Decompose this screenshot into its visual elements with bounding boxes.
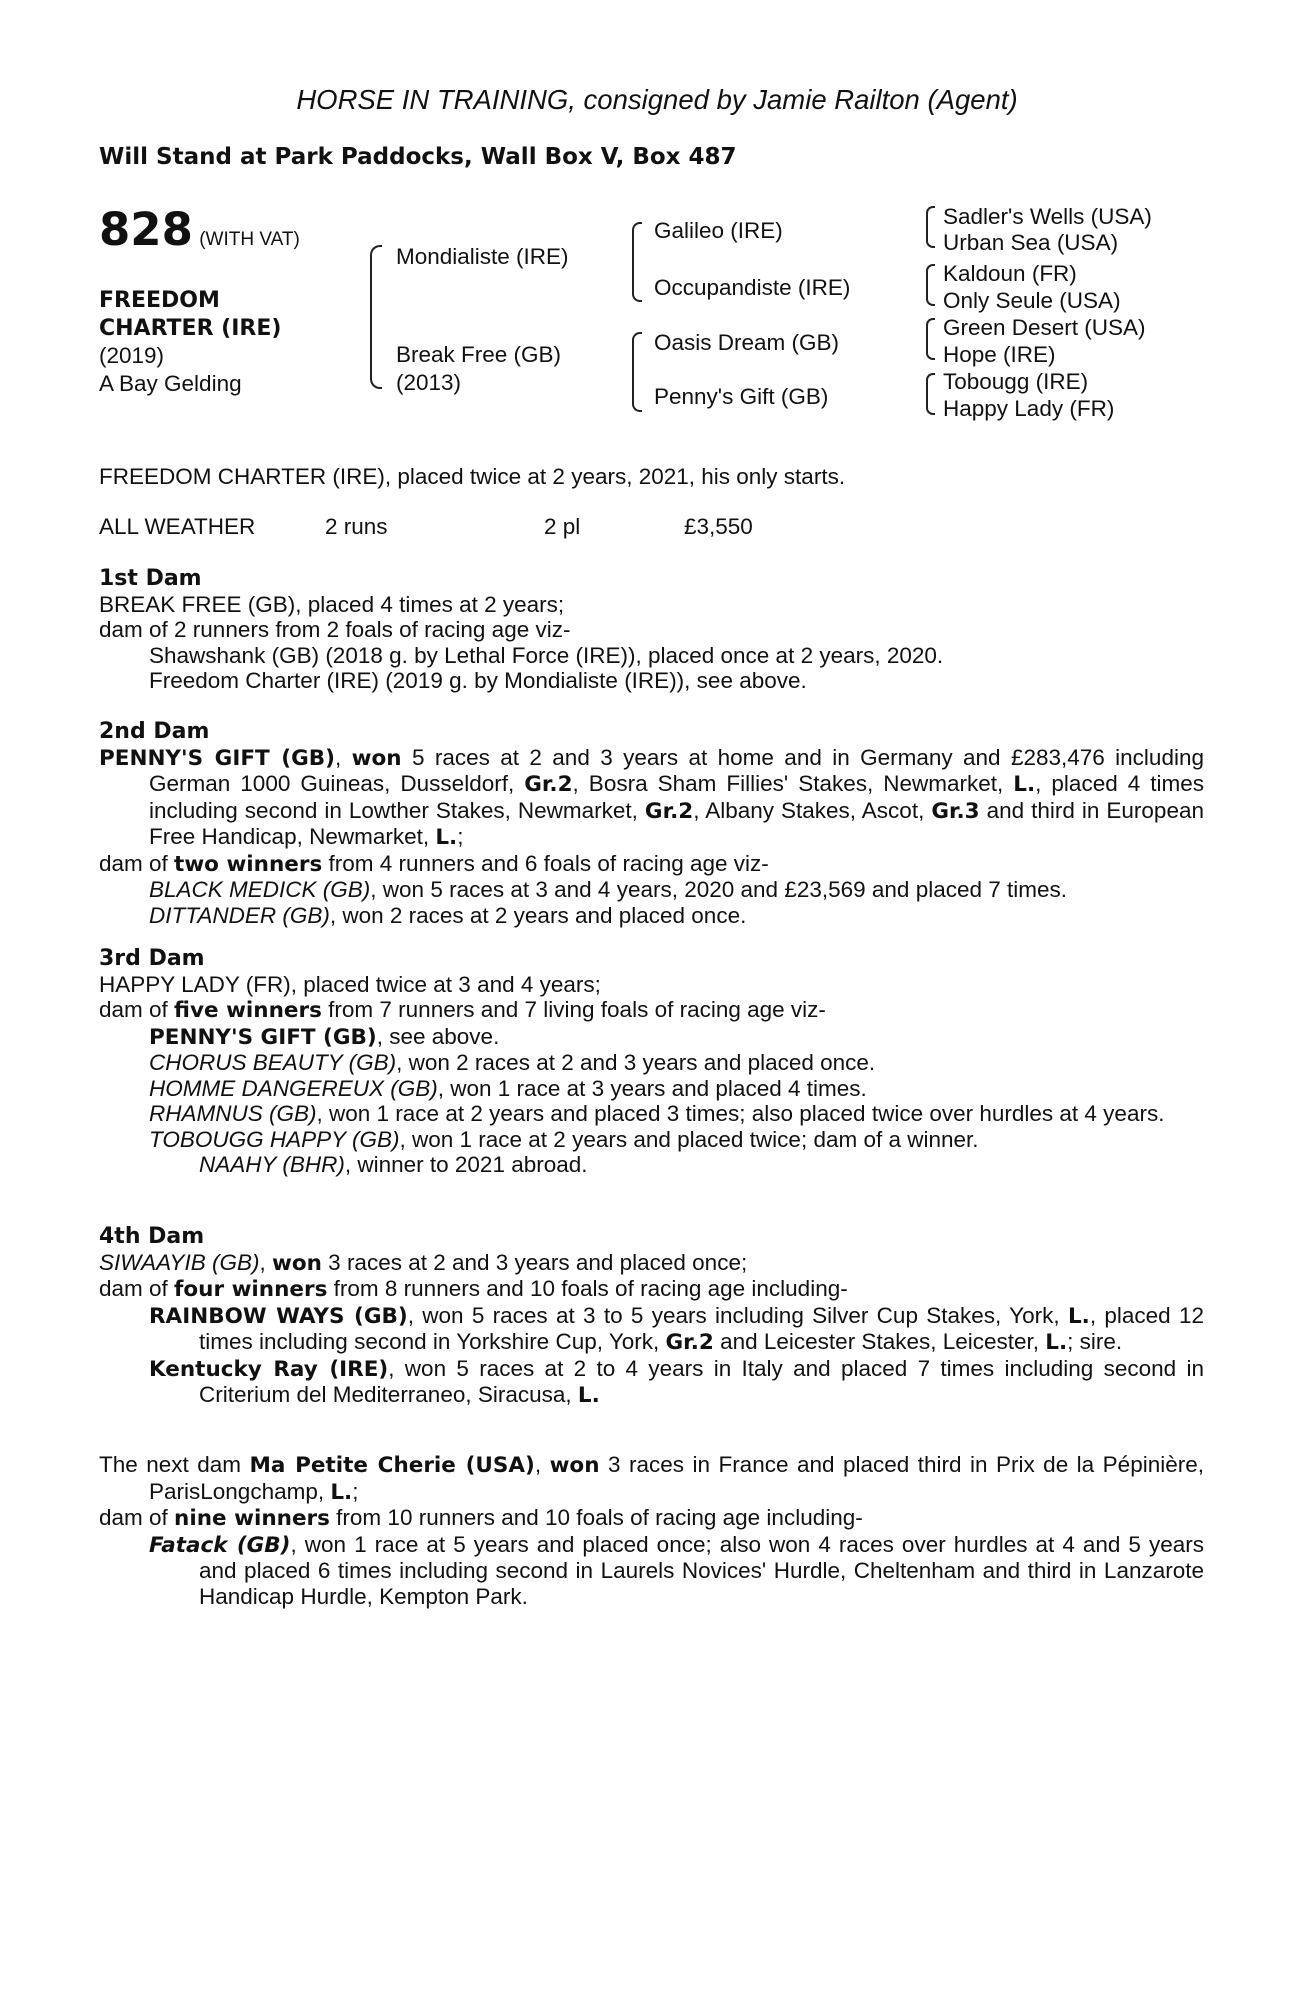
record-earnings: £3,550 bbox=[684, 514, 753, 539]
pedigree-bracket-dam bbox=[632, 332, 642, 412]
race-summary: FREEDOM CHARTER (IRE), placed twice at 2 years, 2021, his only starts. bbox=[99, 464, 846, 489]
produce-item bbox=[99, 1127, 1204, 1153]
record-text: and third in European Free Handicap, Newmarket, bbox=[149, 797, 1204, 849]
produce-text: , see above. bbox=[376, 1023, 500, 1049]
record-text: 3 races at 2 and 3 years and placed once; bbox=[321, 1249, 748, 1275]
pedigree-g2: Urban Sea (USA) bbox=[943, 230, 1119, 255]
produce-item bbox=[99, 1532, 1204, 1610]
winners-count: five winners bbox=[174, 998, 322, 1023]
pedigree-dam-dam: Penny's Gift (GB) bbox=[654, 384, 829, 409]
dam-produce-summary bbox=[99, 1505, 1204, 1532]
winners-count: nine winners bbox=[174, 1506, 330, 1531]
horse-name-line2: CHARTER (IRE) bbox=[99, 316, 282, 341]
produce-text: , won 1 race at 3 years and placed 4 times. bbox=[437, 1075, 867, 1101]
first-dam-section bbox=[99, 566, 1204, 694]
record-text: , bbox=[534, 1452, 550, 1477]
listed-badge: L. bbox=[435, 825, 458, 850]
produce-item bbox=[99, 1024, 1204, 1051]
grade-badge: Gr.2 bbox=[665, 1330, 714, 1355]
produce-text: , won 1 race at 2 years and placed twice; dam of a winner. bbox=[399, 1126, 979, 1152]
pedigree-bracket-sire bbox=[632, 222, 642, 302]
record-text: dam of bbox=[99, 1505, 175, 1530]
produce-name: DITTANDER (GB) bbox=[149, 902, 330, 928]
pedigree-sire: Mondialiste (IRE) bbox=[396, 244, 569, 269]
produce-text: , placed 12 times including second in Yorkshire Cup, York, bbox=[199, 1302, 1204, 1354]
grade-badge: Gr.2 bbox=[524, 772, 573, 797]
produce-text: , won 5 races at 2 to 4 years in Italy and placed 7 times including second in Criterium del Mediterraneo, Siracusa, bbox=[199, 1355, 1204, 1407]
pedigree-dam-year: (2013) bbox=[396, 370, 462, 395]
produce-text: , won 2 races at 2 years and placed once. bbox=[329, 902, 747, 928]
record-text: The next dam bbox=[99, 1452, 250, 1477]
won-label: won bbox=[271, 1250, 322, 1276]
dam-produce-summary: dam of 2 runners from 2 foals of racing age viz- bbox=[99, 617, 571, 642]
dam-name: Ma Petite Cherie (USA) bbox=[249, 1453, 535, 1478]
produce-text: , won 2 races at 2 and 3 years and placed once. bbox=[396, 1050, 876, 1075]
produce-text: , won 1 race at 2 years and placed 3 times; also placed twice over hurdles at 4 years. bbox=[316, 1101, 1165, 1126]
produce-item: Freedom Charter (IRE) (2019 g. by Mondialiste (IRE)), see above. bbox=[149, 668, 807, 693]
dam-produce-summary bbox=[99, 997, 1204, 1024]
produce-name: HOMME DANGEREUX (GB) bbox=[149, 1075, 438, 1101]
produce-text: and Leicester Stakes, Leicester, bbox=[713, 1329, 1046, 1354]
record-placed: 2 pl bbox=[544, 514, 581, 539]
pedigree-bracket-g3 bbox=[926, 318, 935, 360]
record-text: from 10 runners and 10 foals of racing age including- bbox=[329, 1505, 863, 1530]
record-text: from 8 runners and 10 foals of racing age including- bbox=[327, 1276, 848, 1301]
listed-badge: L. bbox=[1067, 1303, 1090, 1329]
pedigree-g6: Hope (IRE) bbox=[943, 342, 1056, 367]
pedigree-g5: Green Desert (USA) bbox=[943, 315, 1146, 340]
produce-text: , won 5 races at 3 and 4 years, 2020 and £23,569 and placed 7 times. bbox=[370, 877, 1068, 902]
record-text: 5 races at 2 and 3 years at home and in Germany and £283,476 including German 1000 Guineas, Dusseldorf, bbox=[149, 744, 1204, 796]
produce-name: Fatack (GB) bbox=[149, 1532, 291, 1558]
record-text: dam of bbox=[99, 1276, 175, 1301]
produce-name: RAINBOW WAYS (GB) bbox=[149, 1303, 408, 1329]
third-dam-section bbox=[99, 946, 1204, 1178]
won-label: won bbox=[351, 745, 402, 771]
pedigree-bracket-main bbox=[370, 245, 382, 389]
produce-item bbox=[99, 1356, 1204, 1409]
dam-name: SIWAAYIB (GB) bbox=[99, 1249, 260, 1275]
fourth-dam-section bbox=[99, 1224, 1204, 1409]
listed-badge: L. bbox=[1045, 1330, 1068, 1355]
produce-name: TOBOUGG HAPPY (GB) bbox=[149, 1126, 400, 1152]
dam-record: SIWAAYIB (GB), won 3 races at 2 and 3 years and placed once; bbox=[99, 1249, 748, 1276]
section-heading: 1st Dam bbox=[99, 566, 202, 591]
dam-record: HAPPY LADY (FR), placed twice at 3 and 4 years; bbox=[99, 971, 601, 997]
section-heading: 3rd Dam bbox=[99, 946, 205, 971]
winners-count: two winners bbox=[174, 851, 323, 877]
dam-produce-summary bbox=[99, 1276, 1204, 1303]
produce-name: CHORUS BEAUTY (GB) bbox=[149, 1050, 397, 1075]
record-text: 3 races in France and placed third in Prix de la Pépinière, ParisLongchamp, bbox=[149, 1452, 1204, 1504]
record-runs: 2 runs bbox=[325, 514, 388, 539]
pedigree-g1: Sadler's Wells (USA) bbox=[943, 204, 1152, 229]
dam-record: BREAK FREE (GB), placed 4 times at 2 years; bbox=[99, 591, 565, 617]
pedigree-dam: Break Free (GB) bbox=[396, 342, 562, 367]
pedigree-g3: Kaldoun (FR) bbox=[943, 261, 1077, 286]
produce-item bbox=[99, 1101, 1204, 1127]
listed-badge: L. bbox=[330, 1479, 353, 1505]
produce-item bbox=[99, 1050, 1204, 1076]
produce-item bbox=[99, 1076, 1204, 1102]
produce-item bbox=[99, 1152, 1204, 1178]
record-surface: ALL WEATHER bbox=[99, 514, 256, 539]
dam-record: PENNY'S GIFT (GB), won 5 races at 2 and 3 years at home and in Germany and £283,476 including German 1000 Guineas, Dusseldorf, Gr.2, Bosra Sham Fillies' Stakes, Newmarket, L., placed 4 times including second in Lowther Stakes, Newmarket, Gr.2, Albany Stakes, Ascot, Gr.3 and third in European Free Handicap, Newmarket, L.; bbox=[99, 744, 1205, 850]
record-text: dam of bbox=[99, 850, 175, 876]
pedigree-bracket-g1 bbox=[926, 206, 935, 248]
second-dam-section bbox=[99, 719, 1204, 928]
grade-badge: Gr.2 bbox=[644, 798, 694, 824]
record-text: ; bbox=[352, 1478, 359, 1504]
lot-number: 828 bbox=[99, 203, 193, 256]
record-text: from 7 runners and 7 living foals of racing age viz- bbox=[321, 997, 826, 1022]
winners-count: four winners bbox=[174, 1277, 328, 1302]
horse-description: A Bay Gelding bbox=[99, 371, 242, 396]
pedigree-sire-dam: Occupandiste (IRE) bbox=[654, 275, 851, 300]
vat-note: (WITH VAT) bbox=[199, 229, 300, 250]
dam-record bbox=[99, 1452, 1204, 1505]
produce-name: RHAMNUS (GB) bbox=[149, 1101, 317, 1126]
page-title: HORSE IN TRAINING, consigned by Jamie Railton (Agent) bbox=[296, 84, 1018, 115]
produce-text: , winner to 2021 abroad. bbox=[344, 1152, 588, 1177]
produce-name: Kentucky Ray (IRE) bbox=[149, 1356, 389, 1382]
produce-name: NAAHY (BHR) bbox=[199, 1152, 345, 1177]
horse-name-line1: FREEDOM bbox=[99, 288, 220, 313]
won-label: won bbox=[549, 1453, 600, 1478]
lot-number-block bbox=[99, 205, 300, 255]
produce-text: , won 5 races at 3 to 5 years including Silver Cup Stakes, York, bbox=[407, 1302, 1068, 1328]
grade-badge: Gr.3 bbox=[931, 798, 980, 824]
produce-name: PENNY'S GIFT (GB) bbox=[149, 1024, 377, 1050]
pedigree-g4: Only Seule (USA) bbox=[943, 288, 1121, 313]
dam-name: PENNY'S GIFT (GB) bbox=[99, 745, 335, 771]
produce-item bbox=[99, 877, 1204, 903]
produce-text: , won 1 race at 5 years and placed once; also won 4 races over hurdles at 4 and 5 years and placed 6 times including second in Laurels Novices' Hurdle, Cheltenham and third in Lanzarote Handicap Hurdle, Kempton Park. bbox=[199, 1531, 1204, 1609]
record-text: dam of bbox=[99, 997, 175, 1022]
produce-text: ; sire. bbox=[1067, 1329, 1123, 1354]
record-text: , Albany Stakes, Ascot, bbox=[693, 797, 932, 823]
produce-item bbox=[99, 903, 1204, 929]
dam-produce-summary bbox=[99, 851, 1204, 878]
listed-badge: L. bbox=[577, 1383, 600, 1408]
record-text: from 4 runners and 6 foals of racing age viz- bbox=[322, 850, 769, 876]
section-heading: 4th Dam bbox=[99, 1224, 205, 1249]
pedigree-bracket-g2 bbox=[926, 264, 935, 306]
produce-item bbox=[99, 1303, 1204, 1356]
stand-location: Will Stand at Park Paddocks, Wall Box V, Box 487 bbox=[99, 144, 737, 170]
next-dam-section bbox=[99, 1452, 1204, 1609]
pedigree-g7: Tobougg (IRE) bbox=[943, 369, 1089, 394]
pedigree-bracket-g4 bbox=[926, 373, 935, 415]
record-text: ; bbox=[457, 824, 464, 849]
record-text: , Bosra Sham Fillies' Stakes, Newmarket, bbox=[572, 771, 1014, 796]
pedigree-dam-sire: Oasis Dream (GB) bbox=[654, 330, 840, 355]
produce-name: BLACK MEDICK (GB) bbox=[149, 877, 371, 902]
pedigree-g8: Happy Lady (FR) bbox=[943, 396, 1115, 421]
produce-item: Shawshank (GB) (2018 g. by Lethal Force (IRE)), placed once at 2 years, 2020. bbox=[149, 642, 944, 668]
record-text: , placed 4 times including second in Lowther Stakes, Newmarket, bbox=[149, 771, 1205, 823]
pedigree-sire-sire: Galileo (IRE) bbox=[654, 218, 783, 243]
foaling-year: (2019) bbox=[99, 343, 165, 368]
section-heading: 2nd Dam bbox=[99, 719, 210, 744]
listed-badge: L. bbox=[1013, 772, 1036, 797]
